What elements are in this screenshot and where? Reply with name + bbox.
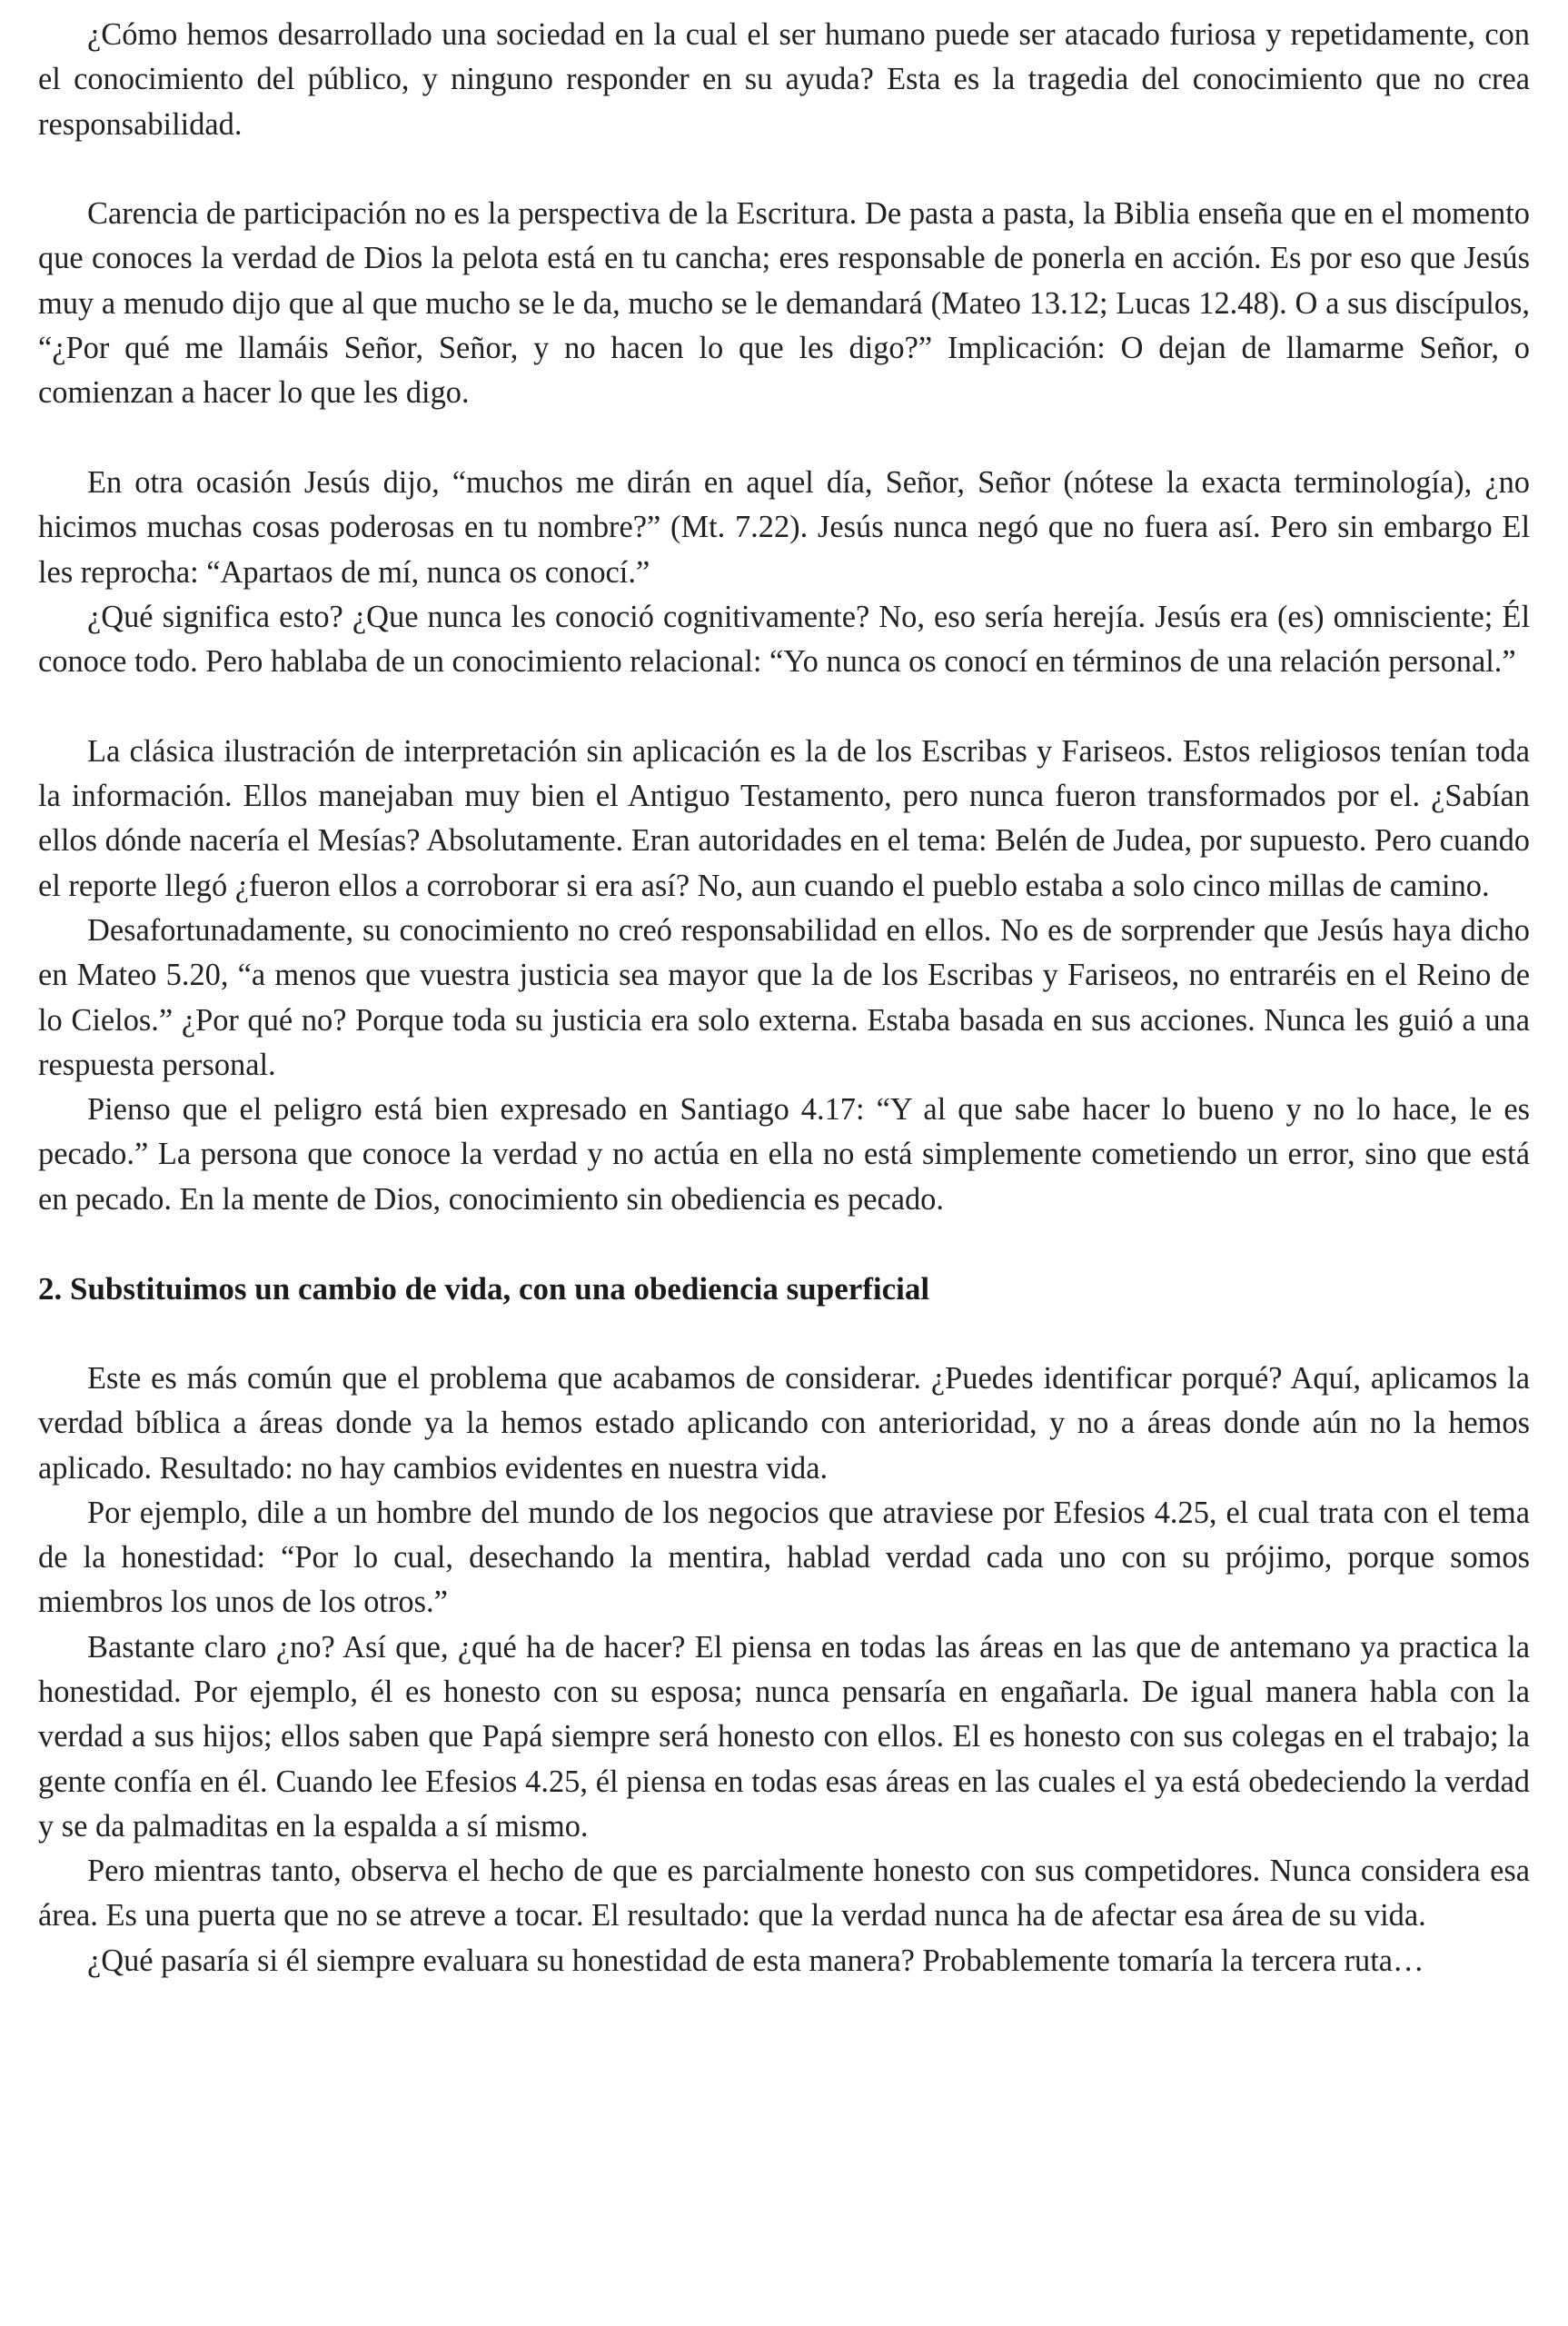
section-after-heading: [38, 1357, 1530, 1983]
section-before-heading: [38, 13, 1530, 1222]
section-heading: 2. Substituimos un cambio de vida, con una obediencia superficial: [38, 1271, 930, 1307]
paragraph: Por ejemplo, dile a un hombre del mundo de los negocios que atraviese por Efesios 4.25, el cual trata con el tema de la honestidad: “Por lo cual, desechando la mentira, hablad verdad cada uno con su prójimo, porque somos miembros los unos de los otros.”: [38, 1495, 1530, 1620]
paragraph: Este es más común que el problema que acabamos de considerar. ¿Puedes identificar porqué? Aquí, aplicamos la verdad bíblica a áreas donde ya la hemos estado aplicando con anterioridad, y no a áreas donde aún no la hemos aplicado. Resultado: no hay cambios evidentes en nuestra vida.: [38, 1360, 1530, 1486]
paragraph: La clásica ilustración de interpretación sin aplicación es la de los Escribas y Fariseos. Estos religiosos tenían toda la información. Ellos manejaban muy bien el Antiguo Testamento, pero nunca fueron transformados por el. ¿Sabían ellos dónde nacería el Mesías? Absolutamente. Eran autoridades en el tema: Belén de Judea, por supuesto. Pero cuando el reporte llegó ¿fueron ellos a corroborar si era así? No, aun cuando el pueblo estaba a solo cinco millas de camino.: [38, 733, 1530, 903]
paragraph: Bastante claro ¿no? Así que, ¿qué ha de hacer? El piensa en todas las áreas en las que de antemano ya practica la honestidad. Por ejemplo, él es honesto con su esposa; nunca pensaría en engañarla. De igual manera habla con la verdad a sus hijos; ellos saben que Papá siempre será honesto con ellos. El es honesto con sus colegas en el trabajo; la gente confía en él. Cuando lee Efesios 4.25, él piensa en todas esas áreas en las cuales el ya está obedeciendo la verdad y se da palmaditas en la espalda a sí mismo.: [38, 1629, 1530, 1844]
paragraph: Desafortunadamente, su conocimiento no creó responsabilidad en ellos. No es de sorprender que Jesús haya dicho en Mateo 5.20, “a menos que vuestra justicia sea mayor que la de los Escribas y Fariseos, no entraréis en el Reino de lo Cielos.” ¿Por qué no? Porque toda su justicia era solo externa. Estaba basada en sus acciones. Nunca les guió a una respuesta personal.: [38, 912, 1530, 1082]
paragraph: Pienso que el peligro está bien expresado en Santiago 4.17: “Y al que sabe hacer lo bueno y no lo hace, le es pecado.” La persona que conoce la verdad y no actúa en ella no está simplemente cometiendo un error, sino que está en pecado. En la mente de Dios, conocimiento sin obediencia es pecado.: [38, 1092, 1530, 1217]
paragraph: ¿Qué significa esto? ¿Que nunca les conoció cognitivamente? No, eso sería herejía. Jesús era (es) omnisciente; Él conoce todo. Pero hablaba de un conocimiento relacional: “Yo nunca os conocí en términos de una relación personal.”: [38, 599, 1530, 680]
paragraph: Pero mientras tanto, observa el hecho de que es parcialmente honesto con sus competidores. Nunca considera esa área. Es una puerta que no se atreve a tocar. El resultado: que la verdad nunca ha de afectar esa área de su vida.: [38, 1854, 1530, 1933]
document-page: [38, 13, 1530, 1983]
paragraph: ¿Cómo hemos desarrollado una sociedad en la cual el ser humano puede ser atacado furiosa y repetidamente, con el conocimiento del público, y ninguno responder en su ayuda? Esta es la tragedia del conocimiento que no crea responsabilidad.: [38, 17, 1530, 142]
paragraph: Carencia de participación no es la perspectiva de la Escritura. De pasta a pasta, la Biblia enseña que en el momento que conoces la verdad de Dios la pelota está en tu cancha; eres responsable de ponerla en acción. Es por eso que Jesús muy a menudo dijo que al que mucho se le da, mucho se le demandará (Mateo 13.12; Lucas 12.48). O a sus discípulos, “¿Por qué me llamáis Señor, Señor, y no hacen lo que les digo?” Implicación: O dejan de llamarme Señor, o comienzan a hacer lo que les digo.: [38, 196, 1530, 411]
paragraph: En otra ocasión Jesús dijo, “muchos me dirán en aquel día, Señor, Señor (nótese la exacta terminología), ¿no hicimos muchas cosas poderosas en tu nombre?” (Mt. 7.22). Jesús nunca negó que no fuera así. Pero sin embargo El les reprocha: “Apartaos de mí, nunca os conocí.”: [38, 464, 1530, 590]
paragraph: ¿Qué pasaría si él siempre evaluara su honestidad de esta manera? Probablemente tomaría la tercera ruta…: [87, 1943, 1424, 1978]
